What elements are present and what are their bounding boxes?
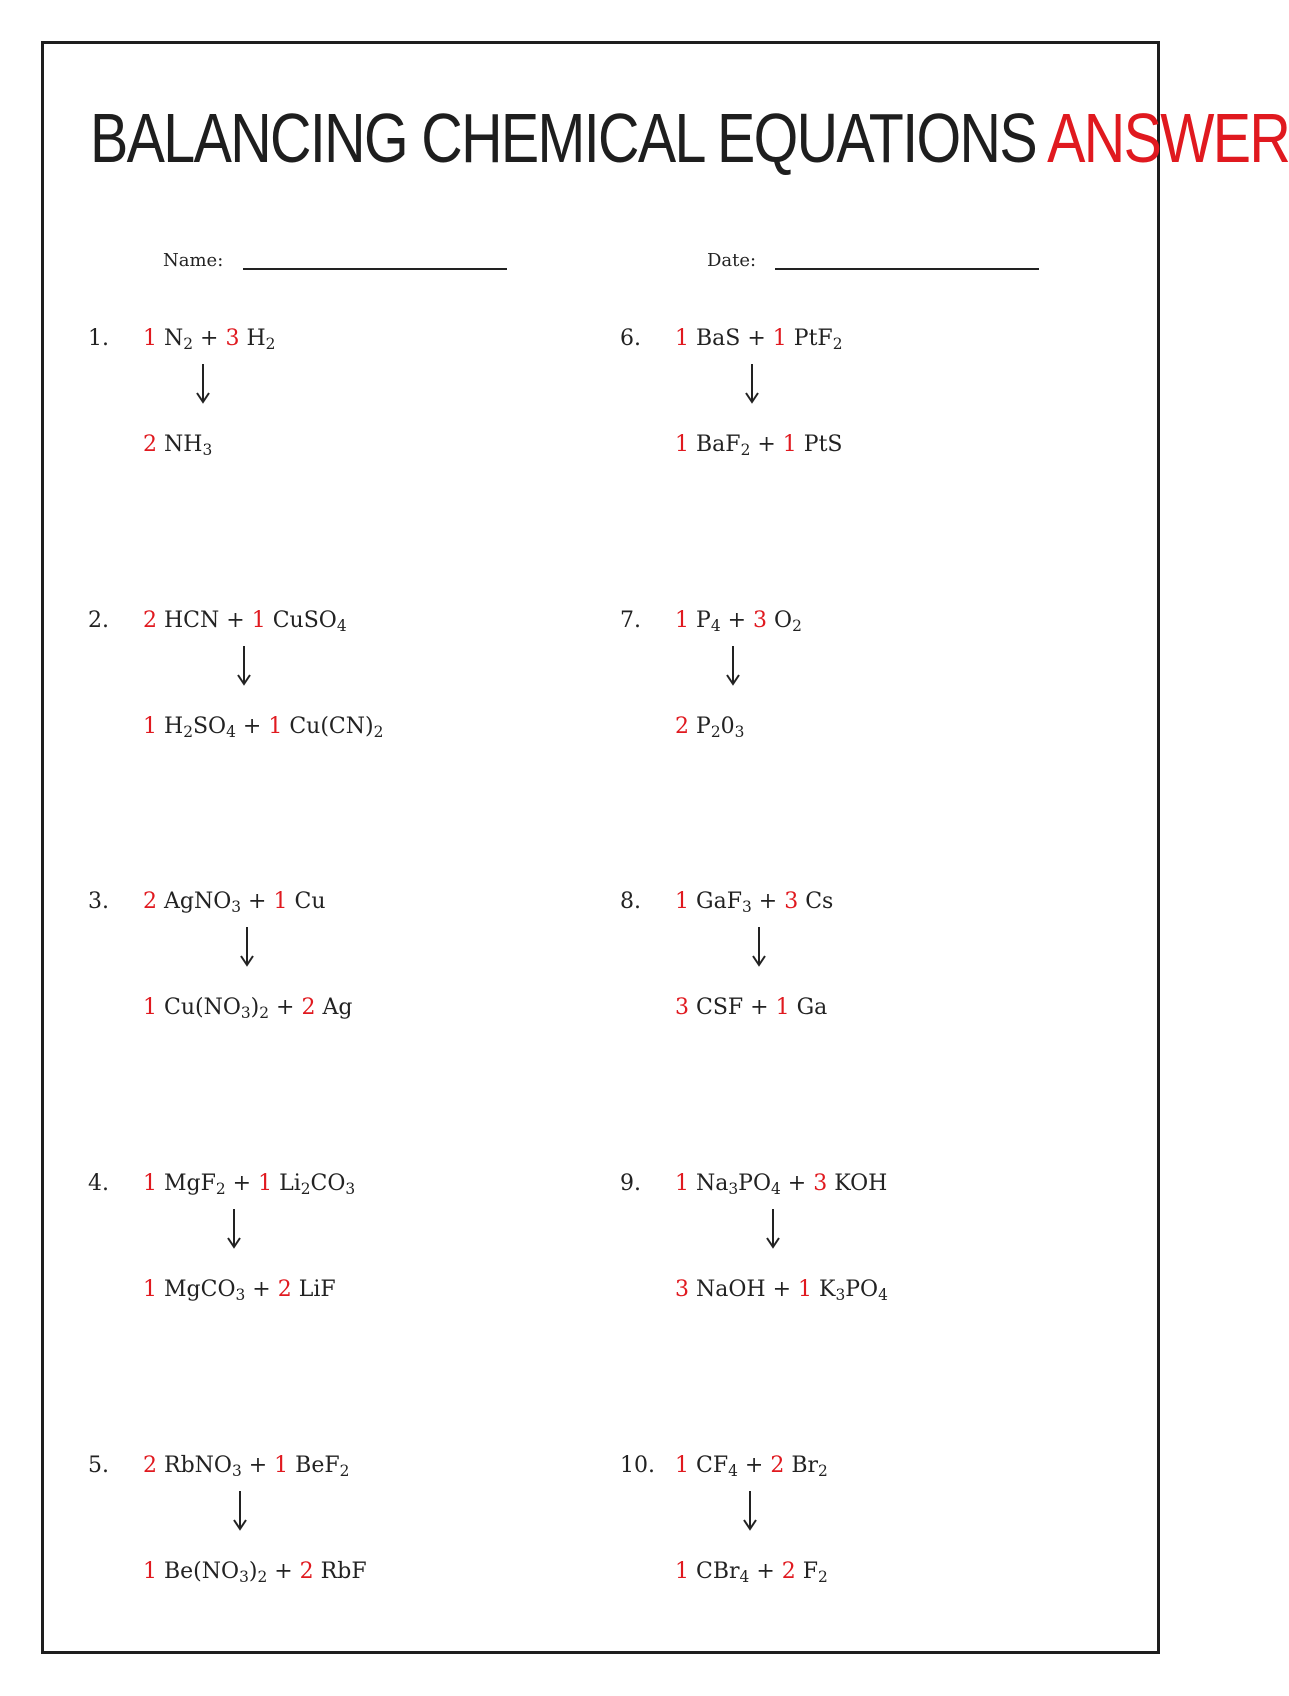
formula: $K_3PO_4$ [819, 1277, 888, 1304]
coefficient: 2 [299, 1559, 314, 1584]
date-label: Date: [707, 250, 757, 271]
reactants [675, 608, 802, 633]
reactants [143, 608, 347, 633]
coefficient: 1 [782, 432, 797, 457]
products [675, 995, 827, 1020]
problem-number: 5. [88, 1453, 109, 1478]
reactants [143, 326, 275, 351]
reactants [675, 326, 843, 351]
problem-number: 6. [620, 326, 641, 351]
reaction-arrow-icon [743, 1491, 757, 1531]
formula: $H_2SO_4$ [164, 714, 236, 741]
coefficient: 2 [301, 995, 316, 1020]
formula: BeF$_2$ [295, 1453, 350, 1480]
coefficient: 1 [251, 608, 266, 633]
page-title [90, 98, 1289, 178]
formula: $Li_2CO_3$ [279, 1171, 356, 1198]
reaction-arrow-icon [240, 927, 254, 967]
coefficient: 1 [274, 1453, 289, 1478]
coefficient: 1 [675, 432, 689, 457]
coefficient: 2 [143, 432, 157, 457]
coefficient: 2 [781, 1559, 796, 1584]
plus-sign: + [740, 326, 773, 351]
formula: LiF [298, 1277, 336, 1302]
plus-sign: + [780, 1171, 814, 1196]
title-main: BALANCING CHEMICAL EQUATIONS [90, 99, 1036, 177]
plus-sign: + [241, 889, 274, 914]
coefficient: 1 [675, 608, 689, 633]
formula: Cs [805, 889, 834, 914]
coefficient: 3 [675, 1277, 689, 1302]
coefficient: 2 [143, 889, 157, 914]
coefficient: 1 [143, 1277, 157, 1302]
coefficient: 1 [273, 889, 288, 914]
plus-sign: + [720, 608, 754, 633]
coefficient: 1 [675, 326, 689, 351]
formula: Ga [796, 995, 828, 1020]
reactants [675, 1453, 828, 1478]
products [675, 1559, 828, 1584]
name-label: Name: [163, 250, 224, 271]
formula: $Na_3PO_4$ [696, 1171, 781, 1198]
coefficient: 1 [143, 714, 157, 739]
coefficient: 2 [143, 608, 157, 633]
reactants [143, 1171, 355, 1196]
plus-sign: + [225, 1171, 259, 1196]
products [143, 432, 212, 457]
coefficient: 1 [772, 326, 787, 351]
name-input-line[interactable] [243, 268, 507, 270]
formula: MgF$_2$ [164, 1171, 226, 1198]
formula: RbNO$_3$ [164, 1453, 242, 1480]
coefficient: 1 [143, 1559, 157, 1584]
formula: $P_20_3$ [696, 714, 745, 741]
reaction-arrow-icon [237, 646, 251, 686]
coefficient: 1 [268, 714, 283, 739]
formula: KOH [834, 1171, 888, 1196]
coefficient: 1 [675, 889, 689, 914]
formula: $O_2$ [774, 608, 802, 635]
products [675, 714, 744, 739]
formula: AgNO$_3$ [164, 889, 242, 916]
coefficient: 1 [675, 1453, 689, 1478]
coefficient: 2 [675, 714, 689, 739]
reaction-arrow-icon [745, 364, 759, 404]
coefficient: 1 [258, 1171, 273, 1196]
coefficient: 1 [143, 1171, 157, 1196]
reactants [143, 889, 326, 914]
plus-sign: + [245, 1277, 278, 1302]
reactants [675, 889, 833, 914]
coefficient: 2 [143, 1453, 157, 1478]
coefficient: 3 [225, 326, 240, 351]
plus-sign: + [267, 1559, 300, 1584]
formula: RbF [320, 1559, 367, 1584]
plus-sign: + [193, 326, 226, 351]
problem-number: 1. [88, 326, 109, 351]
formula: Ag [322, 995, 353, 1020]
formula: BaS [696, 326, 741, 351]
reaction-arrow-icon [752, 927, 766, 967]
formula: PtS [803, 432, 843, 457]
problem-number: 8. [620, 889, 641, 914]
title-accent: ANSWER [1047, 99, 1289, 177]
date-input-line[interactable] [775, 268, 1039, 270]
formula: $Br_2$ [791, 1453, 828, 1480]
coefficient: 3 [813, 1171, 828, 1196]
plus-sign: + [737, 1453, 771, 1478]
problem-number: 7. [620, 608, 641, 633]
coefficient: 3 [675, 995, 689, 1020]
products [675, 1277, 888, 1302]
problem-number: 9. [620, 1171, 641, 1196]
products [143, 995, 352, 1020]
plus-sign: + [749, 1559, 782, 1584]
formula: $NH_3$ [164, 432, 213, 459]
formula: CBr$_4$ [696, 1559, 750, 1586]
coefficient: 3 [784, 889, 799, 914]
coefficient: 3 [753, 608, 768, 633]
problem-number: 2. [88, 608, 109, 633]
coefficient: 1 [675, 1171, 689, 1196]
formula: $CF_4$ [696, 1453, 738, 1480]
formula: HCN [164, 608, 220, 633]
formula: GaF$_3$ [696, 889, 752, 916]
plus-sign: + [765, 1277, 799, 1302]
reaction-arrow-icon [766, 1209, 780, 1249]
page-border [41, 41, 1160, 1654]
reaction-arrow-icon [227, 1209, 241, 1249]
reaction-arrow-icon [233, 1491, 247, 1531]
formula: CSF [696, 995, 744, 1020]
formula: $N_2$ [164, 326, 194, 353]
reaction-arrow-icon [196, 364, 210, 404]
plus-sign: + [269, 995, 302, 1020]
products [675, 432, 843, 457]
reaction-arrow-icon [726, 646, 740, 686]
formula: $Be(NO_3)_2$ [164, 1559, 268, 1586]
coefficient: 1 [675, 1559, 689, 1584]
formula: BaF$_2$ [696, 432, 751, 459]
plus-sign: + [743, 995, 776, 1020]
formula: MgCO$_3$ [164, 1277, 246, 1304]
plus-sign: + [235, 714, 269, 739]
reactants [675, 1171, 887, 1196]
formula: CuSO$_4$ [272, 608, 347, 635]
problem-number: 10. [620, 1453, 655, 1478]
coefficient: 1 [143, 326, 157, 351]
coefficient: 2 [770, 1453, 785, 1478]
products [143, 714, 383, 739]
products [143, 1277, 336, 1302]
formula: $H_2$ [246, 326, 276, 353]
coefficient: 1 [798, 1277, 813, 1302]
formula: PtF$_2$ [793, 326, 843, 353]
problem-number: 4. [88, 1171, 109, 1196]
plus-sign: + [219, 608, 252, 633]
formula: $Cu(CN)_2$ [289, 714, 384, 741]
plus-sign: + [751, 889, 785, 914]
reactants [143, 1453, 349, 1478]
formula: $Cu(NO_3)_2$ [164, 995, 270, 1022]
coefficient: 1 [143, 995, 157, 1020]
products [143, 1559, 367, 1584]
coefficient: 2 [277, 1277, 292, 1302]
plus-sign: + [241, 1453, 275, 1478]
formula: $F_2$ [802, 1559, 828, 1586]
plus-sign: + [750, 432, 783, 457]
coefficient: 1 [775, 995, 790, 1020]
formula: NaOH [696, 1277, 766, 1302]
formula: $P_4$ [696, 608, 721, 635]
problem-number: 3. [88, 889, 109, 914]
formula: Cu [294, 889, 326, 914]
